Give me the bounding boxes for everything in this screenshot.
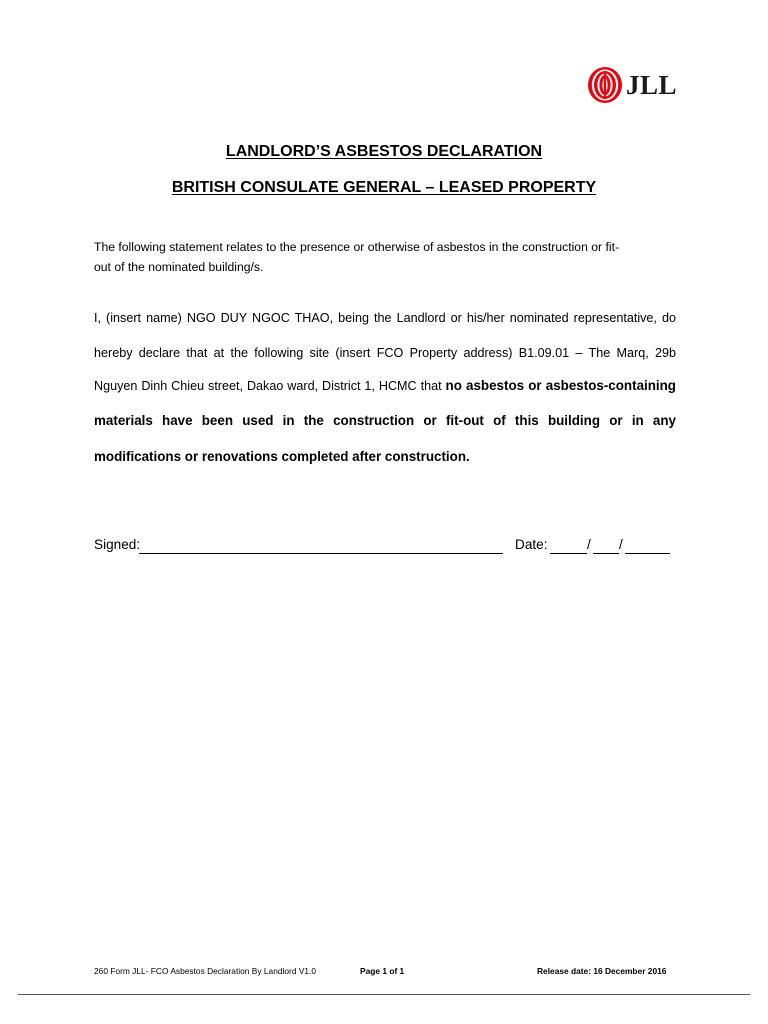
- document-subtitle: BRITISH CONSULATE GENERAL – LEASED PROPERTY: [171, 179, 597, 196]
- jll-logo: [587, 66, 677, 104]
- declaration-line: [94, 375, 676, 397]
- declaration-line: modifications or renovations completed after construction.: [94, 449, 470, 464]
- declaration-line: hereby declare that at the following site (insert FCO Property address) B1.09.01 – The Marq, 29b: [94, 346, 676, 360]
- footer-form-name: 260 Form JLL- FCO Asbestos Declaration By Landlord V1.0: [94, 966, 317, 976]
- signature-field[interactable]: [139, 553, 503, 554]
- document-title: LANDLORD’S ASBESTOS DECLARATION: [225, 143, 543, 160]
- date-year-field[interactable]: [625, 553, 670, 554]
- footer-rule: [18, 994, 750, 995]
- footer-page-number: Page 1 of 1: [360, 966, 405, 976]
- logo-text: JLL: [626, 69, 678, 100]
- page-footer: [94, 966, 676, 980]
- signed-label: Signed:: [94, 537, 141, 552]
- declaration-text: Nguyen Dinh Chieu street, Dakao ward, District 1, HCMC that: [94, 379, 446, 393]
- declaration-emphasis: no asbestos or asbestos-containing: [445, 378, 676, 393]
- footer-release-date: Release date: 16 December 2016: [537, 966, 667, 976]
- intro-line: out of the nominated building/s.: [94, 260, 264, 274]
- jll-helix-icon: [587, 66, 623, 104]
- date-separator: /: [587, 537, 591, 552]
- signature-row: [94, 537, 676, 559]
- declaration-line: I, (insert name) NGO DUY NGOC THAO, being the Landlord or his/her nominated representative, do: [94, 311, 676, 325]
- declaration-line: materials have been used in the construction or fit-out of this building or in any: [94, 413, 676, 428]
- intro-line: The following statement relates to the presence or otherwise of asbestos in the construction or fit-: [94, 240, 620, 254]
- date-month-field[interactable]: [593, 553, 619, 554]
- date-separator: /: [619, 537, 623, 552]
- date-day-field[interactable]: [550, 553, 587, 554]
- intro-paragraph: [94, 237, 676, 277]
- date-label: Date:: [515, 537, 548, 552]
